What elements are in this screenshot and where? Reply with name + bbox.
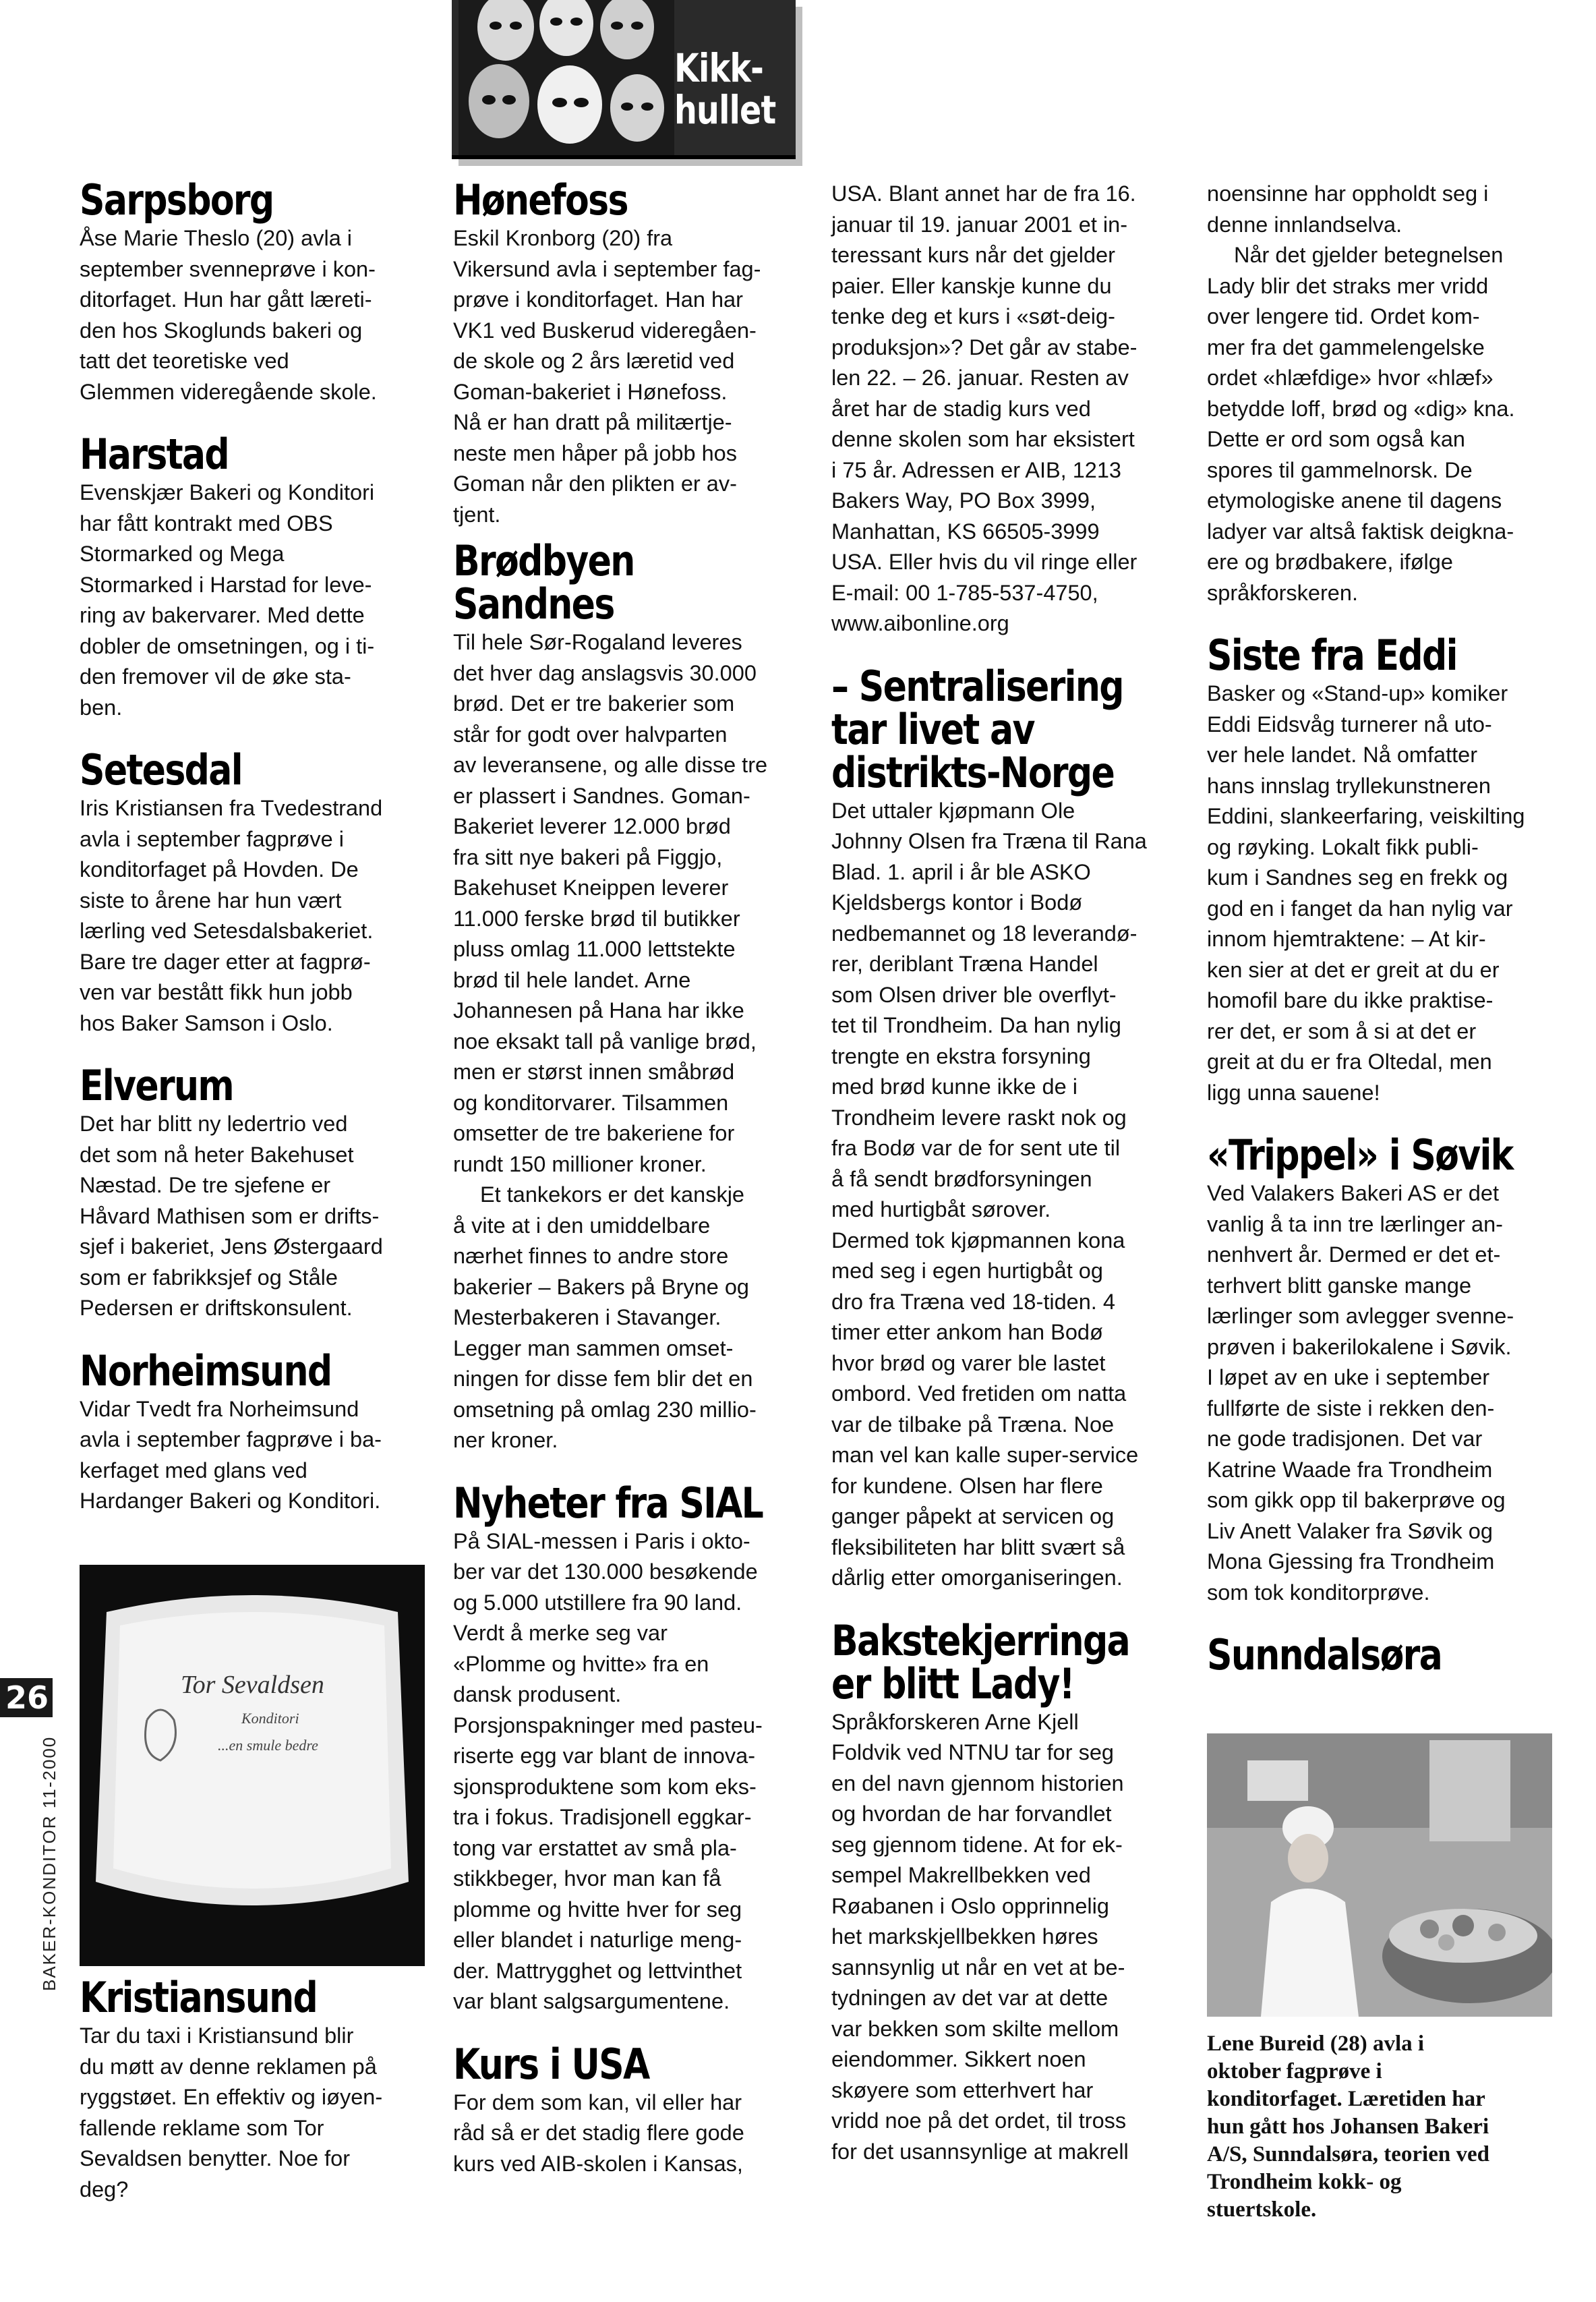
article-kurs-i-usa-continued [831, 179, 1182, 639]
column-2 [453, 175, 804, 2205]
article-norheimsund [80, 1346, 430, 1517]
headline: Nyheter fra SIAL [453, 1478, 763, 1528]
article-sunndalsora [1207, 1630, 1558, 1679]
column-1 [80, 175, 430, 1543]
article-body: Vidar Tvedt fra Norheimsund avla i september fagprøve i ba- kerfaget med glans ved Hardanger Bakeri og Konditori. [80, 1396, 382, 1513]
headline: Kristiansund [80, 1973, 318, 2022]
article-body: Det uttaler kjøpmann Ole Johnny Olsen fra Træna til Rana Blad. 1. april i år ble ASKO Kjeldsbergs kontor i Bodø nedbemannet og 18 leverandø- rer, deriblant Træna Handel som Olsen driver ble overflyt- tet til Trondheim. Da han nylig trengte en ekstra forsyning med brød kunne ikke de i Trondheim levere raskt nok og fra Bodø var de for sent ute til å få sendt brødforsyningen med hurtigbåt sørover. Dermed tok kjøpmannen kona med seg i egen hurtigbåt og dro fra Træna ved 18-tiden. 4 timer etter ankom han Bodø hvor brød og varer ble lastet ombord. Ved fretiden om natta var de tilbake på Træna. Noe man vel kan kalle super-service for kundene. Olsen har flere ganger påpekt at servicen og fleksibiliteten har blitt svært så dårlig etter omorganiseringen. [831, 798, 1147, 1590]
headline: Sunndalsøra [1207, 1630, 1442, 1679]
svg-text:Konditori [241, 1710, 299, 1727]
sign-line-1: Tor Sevaldsen [181, 1671, 324, 1699]
headline: Bakstekjerringa er blitt Lady! [831, 1615, 1130, 1708]
article-setesdal [80, 745, 430, 1039]
article-body: Når det gjelder betegnelsen Lady blir det straks mer vridd over lengere tid. Ordet kom- mer fra det gammelengelske ordet «hlæfdige» hvor «hlæf» betydde loff, brød og «dig» kna. Dette er ord som også kan spores til gammelnorsk. De etymologiske anene til dagens ladyer var altså faktisk deigkna- ere og brødbakere, ifølge språkforskeren. [1207, 243, 1515, 605]
headline: Kurs i USA [453, 2039, 649, 2089]
article-body: Ved Valakers Bakeri AS er det vanlig å ta inn tre lærlinger an- nenhvert år. Dermed er det et- terhvert blitt ganske mange lærlinger som avlegger svenne- prøven i bakerilokalene i Søvik. I løpet av en uke i september fullførte de siste i rekken den- ne gode tradisjonen. Det var Katrine Waade fra Trondheim som gikk opp til bakerprøve og Liv Anett Valaker fra Søvik og Mona Gjessing fra Trondheim som tok konditorprøve. [1207, 1181, 1514, 1605]
article-kurs-i-usa [453, 2039, 804, 2180]
article-brodbyen-sandnes [453, 536, 804, 1456]
headline: – Sentralisering tar livet av distrikts-Norge [831, 661, 1123, 797]
kikkhullet-masthead [452, 0, 796, 159]
headline: Hønefoss [453, 175, 628, 225]
article-body: USA. Blant annet har de fra 16. januar til 19. januar 2001 et in- teressant kurs når det gjelder paier. Eller kanskje kunne du tenke deg et kurs i «søt-deig- produksjon»? Det går av stabe- len 22. – 26. januar. Resten av året har de stadig kurs ved denne skolen som har eksistert i 75 år. Adressen er AIB, 1213 Bakers Way, PO Box 3999, Manhattan, KS 66505-3999 USA. Eller hvis du vil ringe eller E-mail: 00 1-785-537-4750, www.aibonline.org [831, 181, 1137, 635]
svg-text:...en smule bedre [218, 1737, 318, 1754]
masks-illustration [459, 0, 674, 155]
article-sarpsborg [80, 175, 430, 407]
article-body: Et tankekors er det kanskje å vite at i den umiddelbare nærhet finnes to andre store bakerier – Bakers på Bryne og Mesterbakeren i Stavanger. Legger man sammen omset- ningen for disse fem blir det en omsetning på omlag 230 millio- ner kroner. [453, 1182, 757, 1452]
portrait-illustration [1207, 1733, 1552, 2017]
baker-portrait-photo [1207, 1733, 1552, 2017]
article-body: Evenskjær Bakeri og Konditori har fått kontrakt med OBS Stormarked og Mega Stormarked i Harstad for leve- ring av bakervarer. Med dette dobler de omsetningen, og i ti- den fremover vil de øke sta- ben. [80, 480, 375, 720]
article-trippel-i-sovik [1207, 1130, 1558, 1608]
article-body: På SIAL-messen i Paris i okto- ber var det 130.000 besøkende og 5.000 utstillere fra 90 land. Verdt å merke seg var «Plomme og hvitte» fra en dansk produsent. Porsjonspakninger med pasteu- riserte egg var blant de innova- sjonsproduktene som kom eks- tra i fokus. Tradisjonell eggkar- tong var erstattet av små pla- stikkbeger, hvor man kan få plomme og hvitte hver for seg eller blandet i naturlige meng- der. Mattrygghet og lettvinthet var blant salgsargumentene. [453, 1528, 763, 2013]
column-3 [831, 179, 1182, 2193]
article-body: Iris Kristiansen fra Tvedestrand avla i september fagprøve i konditorfaget på Hovden. De siste to årene har hun vært lærling ved Setesdalsbakeriet. Bare tre dager etter at fagprø- ven var bestått fikk hun jobb hos Baker Samson i Oslo. [80, 796, 383, 1035]
article-body: For dem som kan, vil eller har råd så er det stadig flere gode kurs ved AIB-skolen i Kansas, [453, 2090, 744, 2176]
article-body: Det har blitt ny ledertrio ved det som nå heter Bakehuset Næstad. De tre sjefene er Håvard Mathisen som er drifts- sjef i bakeriet, Jens Østergaard som er fabrikksjef og Ståle Pedersen er driftskonsulent. [80, 1112, 383, 1320]
article-sentralisering [831, 661, 1182, 1594]
folio-text: BAKER-KONDITOR 11-2000 [39, 1735, 59, 1991]
svg-text:Tor Sevaldsen [181, 1671, 324, 1699]
headline: Setesdal [80, 745, 242, 795]
article-nyheter-fra-sial [453, 1478, 804, 2017]
headline: «Trippel» i Søvik [1207, 1130, 1513, 1180]
column-4 [1207, 179, 1558, 1702]
headline: Norheimsund [80, 1346, 332, 1395]
headline: Sarpsborg [80, 175, 274, 225]
article-bakstekjerringa-continued [1207, 179, 1558, 608]
section-title: Kikk- hullet [674, 45, 776, 133]
article-kristiansund [80, 1973, 430, 2205]
article-body: Tar du taxi i Kristiansund blir du møtt av denne reklamen på ryggstøet. En effektiv og iøyen- fallende reklame som Tor Sevaldsen benytter. Noe for deg? [80, 2023, 383, 2202]
headline: Siste fra Eddi [1207, 631, 1457, 680]
page-number: 26 [0, 1678, 53, 1717]
article-body: Åse Marie Theslo (20) avla i september svenneprøve i kon- ditorfaget. Hun har gått læreti- den hos Skoglunds bakeri og tatt det teoretiske ved Glemmen videregående skole. [80, 226, 377, 404]
article-elverum [80, 1061, 430, 1324]
taxi-headrest-photo [80, 1565, 425, 1966]
headline: Harstad [80, 430, 229, 479]
article-body: Språkforskeren Arne Kjell Foldvik ved NTNU tar for seg en del navn gjennom historien og hvordan de har forvandlet seg gjennom tidene. At for ek- sempel Makrellbekken ved Røabanen i Oslo opprinnelig het markskjellbekken høres sannsynlig ut når en vet at be- tydningen av det var at dette var bekken som skilte mellom eiendommer. Sikkert noen skøyere som etterhvert har vridd noe på det ordet, til tross for det usannsynlige at makrell [831, 1709, 1129, 2164]
headrest-illustration [80, 1565, 425, 1966]
headline: Elverum [80, 1061, 233, 1110]
sign-line-3: ...en smule bedre [218, 1737, 318, 1754]
article-body: Til hele Sør-Rogaland leveres det hver dag anslagsvis 30.000 brød. Det er tre bakerier som står for godt over halvparten av leveransene, og alle disse tre er plassert i Sandnes. Goman- Bakeriet leverer 12.000 brød fra sitt nye bakeri på Figgjo, Bakehuset Kneippen leverer 11.000 ferske brød til butikker pluss omlag 11.000 lettstekte brød til hele landet. Arne Johannesen på Hana har ikke noe eksakt tall på vanlige brød, men er størst innen småbrød og konditorvarer. Tilsammen omsetter de tre bakeriene for rundt 150 millioner kroner. [453, 630, 768, 1176]
article-siste-fra-eddi [1207, 631, 1558, 1108]
article-body: Basker og «Stand-up» komiker Eddi Eidsvåg turnerer nå uto- ver hele landet. Nå omfatter hans innslag tryllekunstneren Eddini, slankeerfaring, veiskilting og røyking. Lokalt fikk publi- kum i Sandnes seg en frekk og god en i fanget da han nylig var innom hjemtraktene: – At kir- ken sier at det er greit at du er homofil bare du ikke praktise- rer det, er som å si at det er greit at du er fra Oltedal, men ligg unna sauene! [1207, 681, 1525, 1105]
article-harstad [80, 430, 430, 723]
sign-line-2: Konditori [241, 1710, 299, 1727]
article-honefoss [453, 175, 804, 530]
article-body: Eskil Kronborg (20) fra Vikersund avla i september fag- prøve i konditorfaget. Han har VK1 ved Buskerud videregåen- de skole og 2 års læretid ved Goman-bakeriet i Hønefoss. Nå er han dratt på militærtje- neste men håper på jobb hos Goman når den plikten er av- tjent. [453, 226, 761, 527]
article-bakstekjerringa [831, 1615, 1182, 2168]
article-body: noensinne har oppholdt seg i denne innlandselva. [1207, 181, 1489, 237]
photo-caption: Lene Bureid (28) avla i oktober fagprøve i konditorfaget. Læretiden har hun gått hos Johansen Bakeri A/S, Sunndalsøra, teorien ved Trondheim kokk- og stuertskole. [1207, 2032, 1489, 2222]
headline: Brødbyen Sandnes [453, 536, 634, 629]
